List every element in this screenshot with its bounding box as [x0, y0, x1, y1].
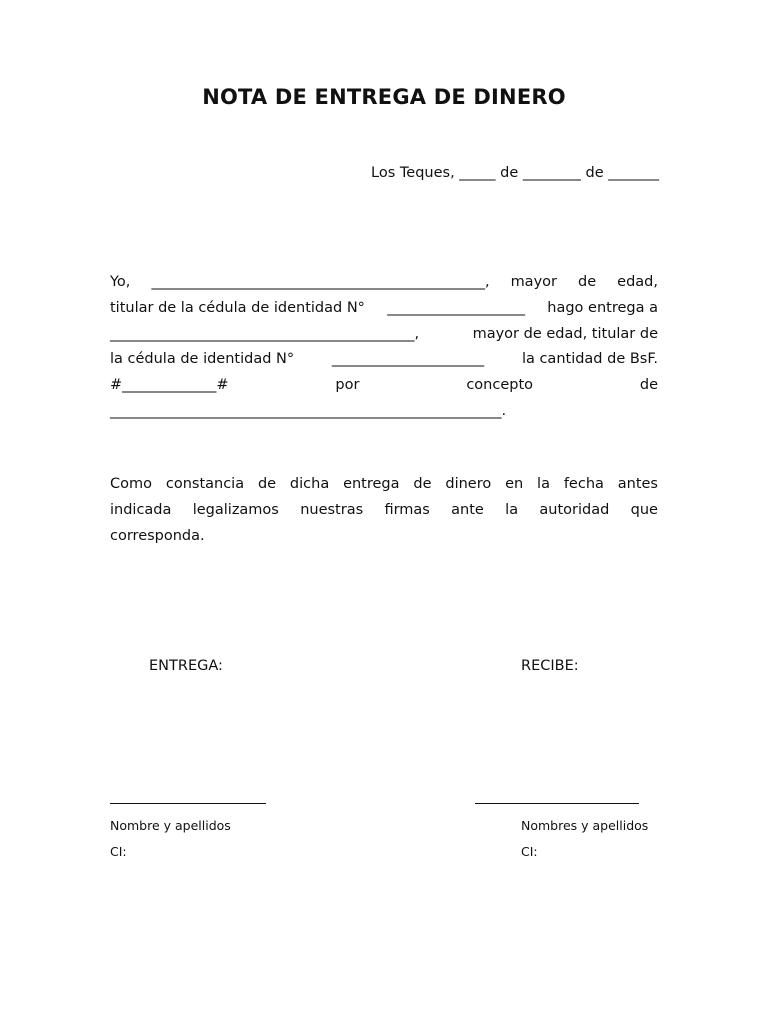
text-segment: mayor — [510, 274, 557, 290]
document-title: NOTA DE ENTREGA DE DINERO — [202, 85, 566, 109]
text-segment: edad, — [617, 274, 658, 290]
word: nuestras — [300, 501, 364, 518]
text-segment: por — [335, 377, 360, 394]
paragraph-line — [110, 347, 658, 373]
word: autoridad — [539, 501, 610, 518]
text-segment: titular de la cédula de identidad N° — [110, 299, 365, 316]
recipient-id-blank: _____________________ — [331, 351, 485, 368]
text-segment: hago entrega a — [547, 299, 658, 316]
legalization-paragraph — [110, 472, 658, 549]
paragraph-line — [110, 270, 658, 296]
receiver-label: RECIBE: — [521, 658, 579, 674]
text-segment: de — [639, 377, 658, 394]
word: firmas — [384, 501, 430, 518]
paragraph-line — [110, 498, 658, 524]
deliverer-ci-label: CI: — [110, 844, 127, 859]
receiver-signature-line — [475, 803, 639, 804]
place-date-line: Los Teques, _____ de ________ de _______ — [371, 165, 659, 181]
text-segment: mayor de edad, titular de — [472, 325, 658, 342]
receiver-name-label: Nombres y apellidos — [521, 818, 649, 833]
text-segment: de — [578, 274, 597, 290]
text-segment: concepto — [466, 377, 534, 394]
word: la — [505, 501, 519, 518]
delivery-paragraph — [110, 270, 658, 425]
paragraph-line — [110, 296, 658, 322]
paragraph-line — [110, 524, 658, 550]
word: indicada — [110, 501, 172, 518]
amount-blank: #_____________# — [110, 377, 229, 394]
concept-blank: ______________________________________________________. — [110, 402, 507, 419]
deliverer-name-label: Nombre y apellidos — [110, 818, 231, 833]
text-segment: Yo, — [110, 274, 131, 290]
id-number-blank: ___________________ — [387, 299, 525, 316]
name-blank: ______________________________________________, — [151, 274, 490, 290]
deliverer-signature-line — [110, 803, 266, 804]
receiver-ci-label: CI: — [521, 844, 538, 859]
paragraph-line — [110, 322, 658, 348]
text-segment: la cantidad de BsF. — [521, 351, 658, 368]
word: legalizamos — [192, 501, 279, 518]
word: que — [630, 501, 658, 518]
recipient-name-blank: __________________________________________, — [110, 325, 420, 342]
word: ante — [451, 501, 484, 518]
deliverer-label: ENTREGA: — [149, 658, 223, 674]
paragraph-line — [110, 399, 658, 425]
paragraph-line — [110, 472, 658, 498]
text-segment: Como constancia de dicha entrega de dinero en la fecha antes — [110, 476, 658, 492]
text-segment: corresponda. — [110, 527, 205, 544]
paragraph-line — [110, 373, 658, 399]
text-segment: la cédula de identidad N° — [110, 351, 295, 368]
